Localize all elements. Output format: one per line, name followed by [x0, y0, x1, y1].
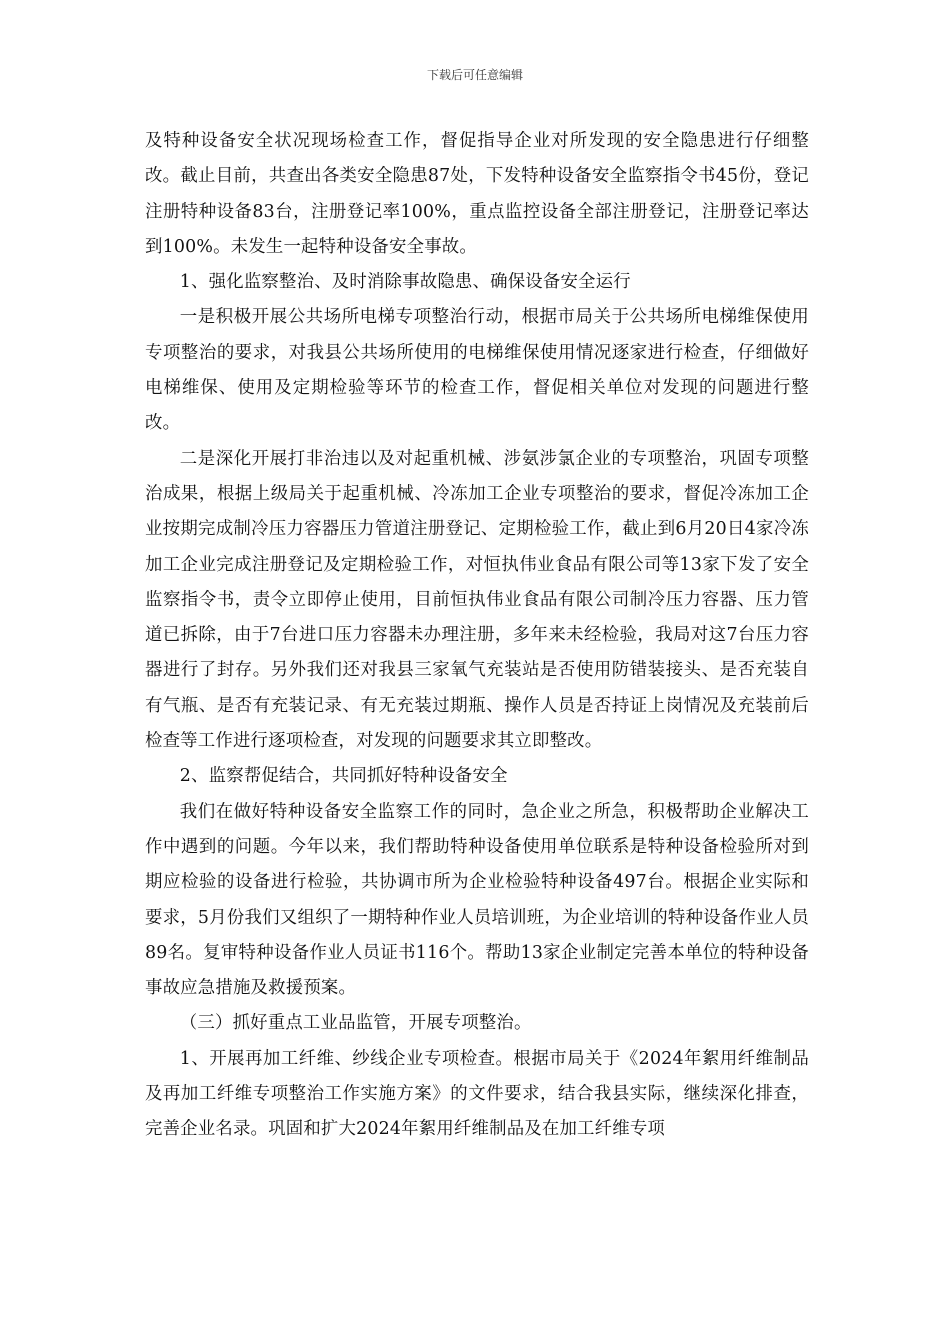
document-body	[145, 124, 809, 1148]
paragraph-6: 我们在做好特种设备安全监察工作的同时，急企业之所急，积极帮助企业解决工作中遇到的问题。今年以来，我们帮助特种设备使用单位联系是特种设备检验所对到期应检验的设备进行检验，共协调市所为企业检验特种设备497台。根据企业实际和要求，5月份我们又组织了一期特种作业人员培训班，为企业培训的特种设备作业人员89名。复审特种设备作业人员证书116个。帮助13家企业制定完善本单位的特种设备事故应急措施及救援预案。	[145, 801, 809, 999]
paragraph-8: 1、开展再加工纤维、纱线企业专项检查。根据市局关于《2024年絮用纤维制品及再加工纤维专项整治工作实施方案》的文件要求，结合我县实际，继续深化排查，完善企业名录。巩固和扩大2024年絮用纤维制品及在加工纤维专项	[145, 1048, 809, 1140]
paragraph-4: 二是深化开展打非治违以及对起重机械、涉氨涉氯企业的专项整治，巩固专项整治成果，根据上级局关于起重机械、冷冻加工企业专项整治的要求，督促冷冻加工企业按期完成制冷压力容器压力管道注册登记、定期检验工作，截止到6月20日4家冷冻加工企业完成注册登记及定期检验工作，对恒执伟业食品有限公司等13家下发了安全监察指令书，责令立即停止使用，目前恒执伟业食品有限公司制冷压力容器、压力管道已拆除，由于7台进口压力容器未办理注册，多年来未经检验，我局对这7台压力容器进行了封存。另外我们还对我县三家氧气充装站是否使用防错装接头、是否充装自有气瓶、是否有充装记录、有无充装过期瓶、操作人员是否持证上岗情况及充装前后检查等工作进行逐项检查，对发现的问题要求其立即整改。	[145, 448, 809, 752]
paragraph-5-heading: 2、监察帮促结合，共同抓好特种设备安全	[179, 766, 508, 787]
paragraph-3: 一是积极开展公共场所电梯专项整治行动，根据市局关于公共场所电梯维保使用专项整治的要求，对我县公共场所使用的电梯维保使用情况逐家进行检查，仔细做好电梯维保、使用及定期检验等环节的检查工作，督促相关单位对发现的问题进行整改。	[145, 307, 809, 434]
paragraph-2-heading: 1、强化监察整治、及时消除事故隐患、确保设备安全运行	[179, 272, 631, 293]
paragraph-7-heading: （三）抓好重点工业品监管，开展专项整治。	[179, 1013, 532, 1034]
paragraph-1: 及特种设备安全状况现场检查工作，督促指导企业对所发现的安全隐患进行仔细整改。截止目前，共查出各类安全隐患87处，下发特种设备安全监察指令书45份，登记注册特种设备83台，注册登记率100%，重点监控设备全部注册登记，注册登记率达到100%。未发生一起特种设备安全事故。	[145, 131, 809, 257]
page-header: 下载后可任意编辑	[426, 68, 523, 82]
